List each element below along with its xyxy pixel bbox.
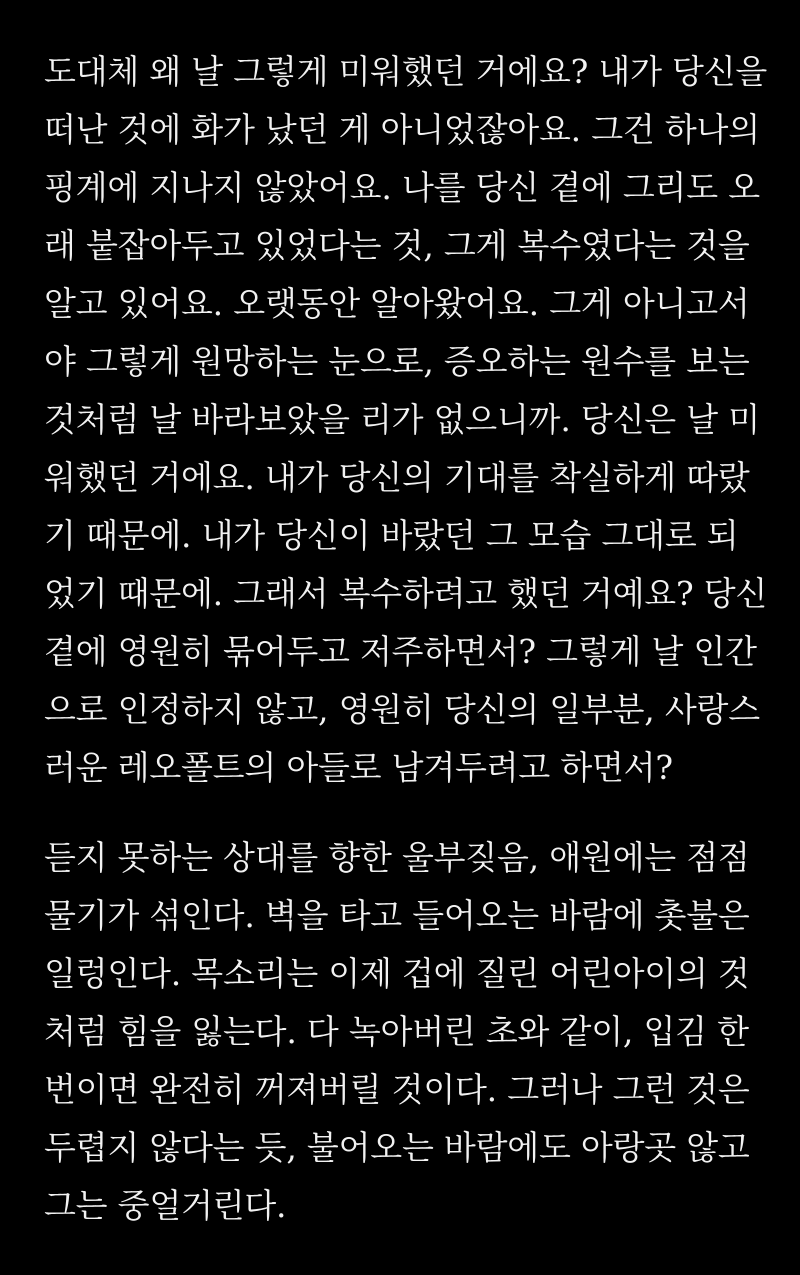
text-line: 알고 있어요. 오랫동안 알아왔어요. 그게 아니고서: [44, 284, 750, 323]
text-line: 러운 레오폴트의 아들로 남겨두려고 하면서?: [44, 748, 673, 787]
text-line: 듣지 못하는 상대를 향한 울부짖음, 애원에는 점점: [44, 838, 750, 877]
text-line: 그는 중얼거린다.: [44, 1186, 287, 1225]
text-line: 두렵지 않다는 듯, 불어오는 바람에도 아랑곳 않고: [44, 1128, 750, 1167]
text-line: 것처럼 날 바라보았을 리가 없으니까. 당신은 날 미: [44, 400, 760, 439]
text-line: 일렁인다. 목소리는 이제 겁에 질린 어린아이의 것: [44, 954, 750, 993]
text-line: 기 때문에. 내가 당신이 바랐던 그 모습 그대로 되: [44, 516, 739, 555]
paragraph-1: [44, 43, 768, 797]
text-line: 야 그렇게 원망하는 눈으로, 증오하는 원수를 보는: [44, 342, 750, 381]
text-line: 도대체 왜 날 그렇게 미워했던 거에요? 내가 당신을: [44, 52, 768, 91]
text-line: 물기가 섞인다. 벽을 타고 들어오는 바람에 촛불은: [44, 896, 750, 935]
text-line: 곁에 영원히 묶어두고 저주하면서? 그렇게 날 인간: [44, 632, 757, 671]
text-line: 처럼 힘을 잃는다. 다 녹아버린 초와 같이, 입김 한: [44, 1012, 749, 1051]
text-line: 핑계에 지나지 않았어요. 나를 당신 곁에 그리도 오: [44, 168, 760, 207]
text-line: 래 붙잡아두고 있었다는 것, 그게 복수였다는 것을: [44, 226, 750, 265]
text-line: 떠난 것에 화가 났던 게 아니었잖아요. 그건 하나의: [44, 110, 760, 149]
text-line: 으로 인정하지 않고, 영원히 당신의 일부분, 사랑스: [44, 690, 760, 729]
text-line: 번이면 완전히 꺼져버릴 것이다. 그러나 그런 것은: [44, 1070, 750, 1109]
text-line: 었기 때문에. 그래서 복수하려고 했던 거예요? 당신: [44, 574, 768, 613]
text-line: 워했던 거에요. 내가 당신의 기대를 착실하게 따랐: [44, 458, 750, 497]
paragraph-2: [44, 829, 764, 1235]
